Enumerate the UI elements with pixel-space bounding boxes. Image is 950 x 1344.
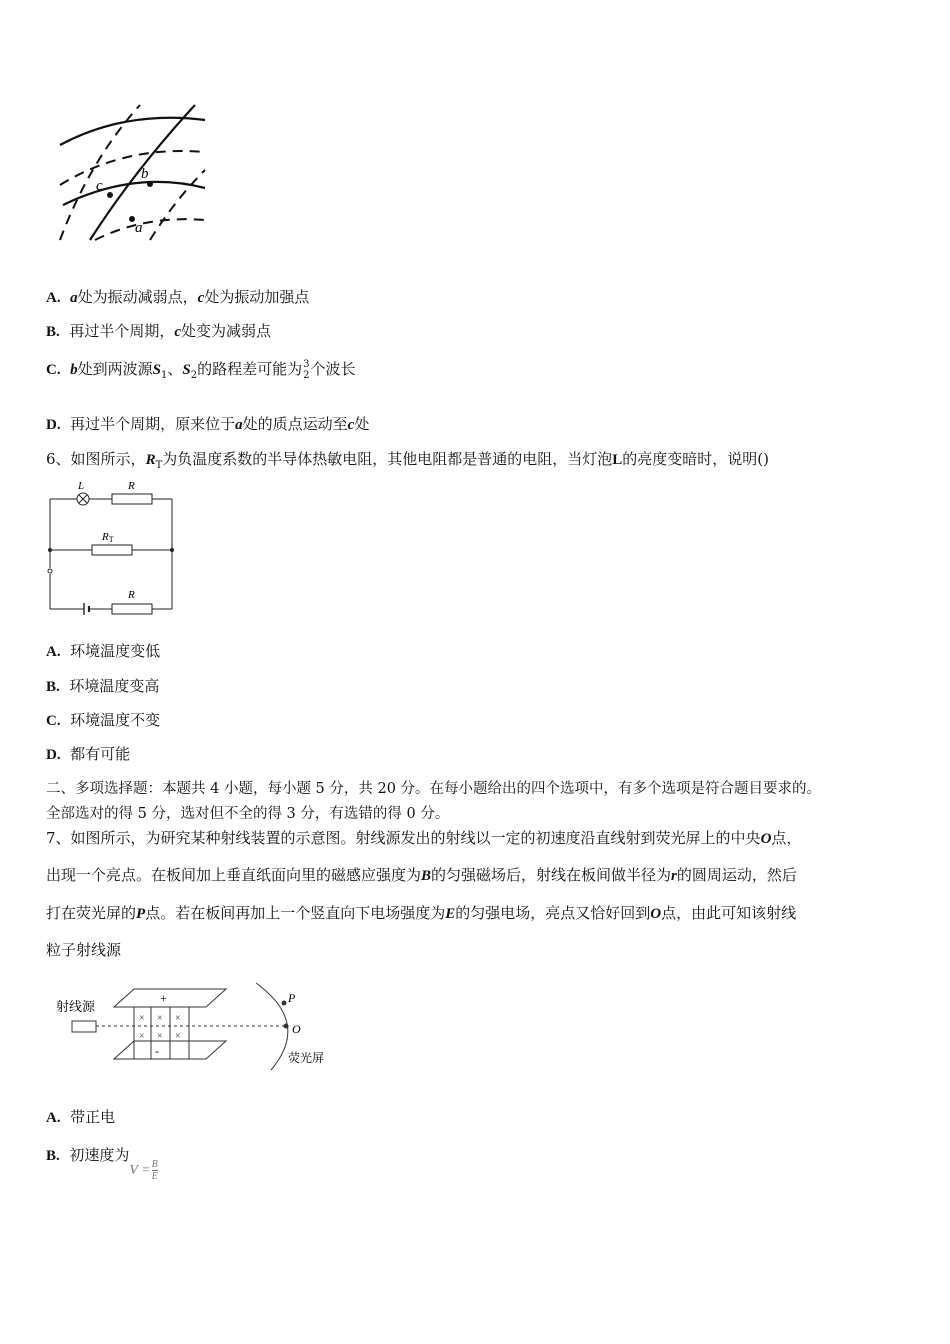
cross-mark: × bbox=[157, 1031, 163, 1042]
fraction-3-2: 3 2 bbox=[303, 359, 310, 381]
point-c bbox=[107, 192, 113, 198]
label-p: P bbox=[288, 991, 296, 1005]
label-minus: - bbox=[155, 1044, 159, 1058]
label-source: 射线源 bbox=[56, 1000, 96, 1015]
q7-option-b: B. 初速度为V = $\frac{B}{E}$ bbox=[46, 1146, 158, 1183]
cross-mark: × bbox=[175, 1031, 181, 1042]
cross-mark: × bbox=[157, 1013, 163, 1024]
point-p bbox=[282, 1001, 287, 1006]
q6-stem: 6、如图所示，$R_T$为负温度系数的半导体热敏电阻，其他电阻都是普通的电阻，当灯泡L的亮度变暗时，说明() bbox=[46, 450, 769, 471]
q6-option-b: B. 环境温度变高 bbox=[46, 677, 160, 695]
q6-option-c: C. 环境温度不变 bbox=[46, 711, 161, 729]
q5-option-c: C. b处到两波源$S_1$、$S_2$的路程差可能为 3 2 个波长 bbox=[46, 359, 356, 381]
q5-option-b: B. 再过半个周期，c处变为减弱点 bbox=[46, 322, 272, 340]
resistor-r-top bbox=[112, 494, 152, 504]
label-plus: + bbox=[160, 991, 167, 1005]
label-b: b bbox=[141, 166, 149, 182]
resistor-r-bottom bbox=[112, 604, 152, 614]
cross-mark: × bbox=[139, 1013, 145, 1024]
label-r-top: R bbox=[128, 480, 135, 492]
label-rt: RT bbox=[102, 531, 114, 544]
label-l: L bbox=[78, 480, 85, 492]
q7-stem-line-1: 7、如图所示，为研究某种射线装置的示意图。射线源发出的射线以一定的初速度沿直线射到荧光屏上的中央O点， bbox=[46, 829, 802, 847]
label-r-bottom: R bbox=[128, 589, 135, 601]
label-screen: 荧光屏 bbox=[288, 1051, 325, 1065]
velocity-formula: V = $\frac{B}{E}$ bbox=[129, 1159, 158, 1183]
label-a: a bbox=[135, 220, 143, 236]
q6-option-a: A. 环境温度变低 bbox=[46, 642, 161, 660]
cross-mark: × bbox=[175, 1013, 181, 1024]
label-c: c bbox=[96, 178, 103, 194]
q7-stem-line-3: 打在荧光屏的P点。若在板间再加上一个竖直向下电场强度为E的匀强电场，亮点又恰好回到O点，由此可知该射线 bbox=[46, 904, 797, 922]
point-o bbox=[284, 1024, 289, 1029]
section-2-line-1: 二、多项选择题：本题共 4 小题，每小题 5 分，共 20 分。在每小题给出的四个选项中，有多个选项是符合题目要求的。 bbox=[46, 781, 822, 797]
cross-mark: × bbox=[139, 1031, 145, 1042]
thermistor-rt bbox=[92, 545, 132, 555]
wave-interference-figure bbox=[55, 100, 210, 250]
label-o: O bbox=[292, 1022, 301, 1036]
section-2-line-2: 全部选对的得 5 分，选对但不全的得 3 分，有选错的得 0 分。 bbox=[46, 806, 450, 822]
q5-option-d: D. 再过半个周期，原来位于a处的质点运动至c处 bbox=[46, 415, 370, 433]
q5-option-a: A. a处为振动减弱点，c处为振动加强点 bbox=[46, 288, 310, 306]
circuit-figure bbox=[40, 476, 190, 616]
source-box bbox=[72, 1021, 96, 1032]
q7-stem-line-4: 粒子射线源 bbox=[46, 941, 122, 959]
q7-stem-line-2: 出现一个亮点。在板间加上垂直纸面向里的磁感应强度为B的匀强磁场后，射线在板间做半径为r的圆周运动，然后 bbox=[46, 866, 797, 884]
q6-option-d: D. 都有可能 bbox=[46, 745, 131, 763]
ray-apparatus-figure bbox=[46, 975, 346, 1080]
q7-option-a: A. 带正电 bbox=[46, 1108, 116, 1126]
